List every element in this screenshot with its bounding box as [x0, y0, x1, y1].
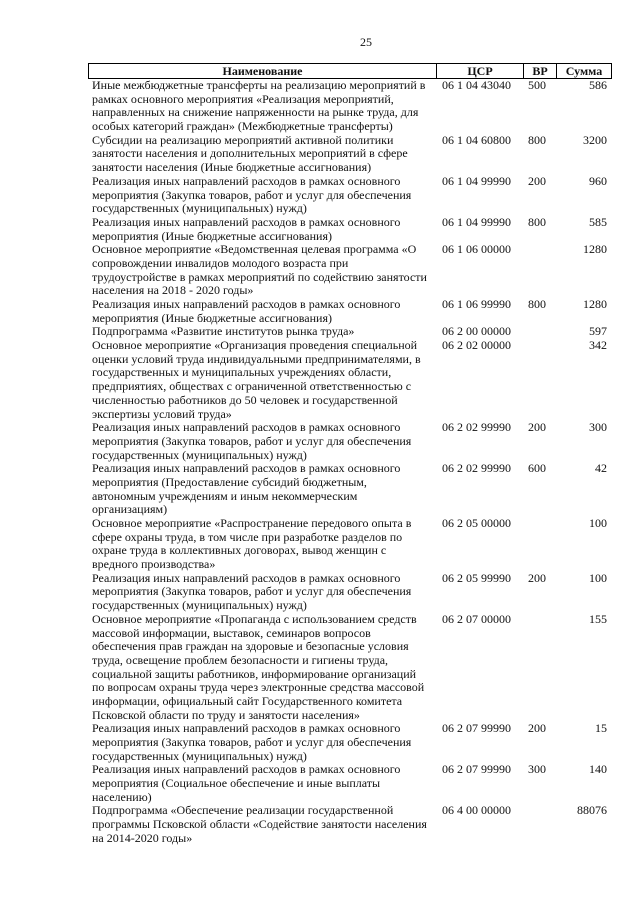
table-row	[88, 325, 612, 339]
table-row	[88, 517, 612, 572]
row-vr-cell: 200	[528, 173, 546, 188]
row-vr-cell: 800	[528, 132, 546, 147]
row-name-line: мероприятия (Социальное обеспечение и иные выплаты	[92, 776, 381, 791]
table-row	[88, 216, 612, 243]
row-name-line: занятости населения (Иные бюджетные ассигнования)	[92, 160, 372, 175]
header-csr: ЦСР	[437, 64, 524, 78]
row-name-line: Основное мероприятие «Организация проведения специальной	[92, 339, 418, 353]
table-row	[88, 722, 612, 763]
header-vr: ВР	[524, 64, 557, 78]
row-vr-cell: 200	[528, 570, 546, 585]
row-name-line: труда, освещение проблем безопасности и гигиены труда,	[92, 652, 389, 667]
row-name-line: государственных (муниципальных) нужд)	[92, 598, 307, 613]
budget-table	[88, 63, 612, 846]
row-sum-cell: 100	[589, 570, 607, 585]
row-sum-cell: 342	[589, 338, 607, 353]
row-name-line: вредного производства»	[92, 557, 216, 572]
row-name-line: Реализация иных направлений расходов в рамках основного	[92, 722, 401, 736]
row-name-line: Реализация иных направлений расходов в рамках основного	[92, 763, 401, 777]
header-sum: Сумма	[565, 64, 603, 78]
row-name-cell	[88, 243, 436, 298]
row-name-line: Подпрограмма «Обеспечение реализации государственной	[92, 804, 394, 818]
row-name-line: экспертизы условий труда»	[92, 406, 232, 421]
row-sum-cell: 960	[589, 173, 607, 188]
row-csr-cell: 06 2 05 99990	[442, 570, 511, 585]
row-sum-cell: 42	[595, 461, 607, 476]
row-name-line: Реализация иных направлений расходов в рамках основного	[92, 462, 401, 476]
row-csr-cell: 06 4 00 00000	[442, 803, 511, 818]
row-sum-cell: 1280	[583, 297, 607, 311]
row-name-line: населению)	[92, 789, 152, 804]
table-row	[88, 175, 612, 216]
row-sum-cell: 586	[589, 78, 607, 92]
header-name: Наименование	[89, 64, 437, 78]
row-name-line: трудоустройстве в рамках мероприятий по содействию занятости	[92, 269, 427, 284]
row-vr-cell: 300	[528, 762, 546, 777]
row-name-line: Реализация иных направлений расходов в рамках основного	[92, 298, 401, 311]
row-sum-cell: 1280	[583, 242, 607, 257]
row-name-line: Иные межбюджетные трансферты на реализацию мероприятий в	[92, 79, 426, 92]
row-vr-cell: 600	[528, 461, 546, 476]
row-name-line: организациям)	[92, 502, 168, 517]
row-name-line: особых категорий граждан» (Межбюджетные трансферты)	[92, 119, 393, 134]
row-csr-cell: 06 1 06 99990	[442, 297, 511, 311]
row-name-line: мероприятия (Закупка товаров, работ и услуг для обеспечения	[92, 584, 412, 599]
row-name-line: Реализация иных направлений расходов в рамках основного	[92, 215, 401, 229]
row-name-line: оценки условий труда индивидуальными предпринимателями, в	[92, 351, 421, 366]
row-name-line: Субсидии на реализацию мероприятий активной политики	[92, 133, 394, 147]
row-name-line: Основное мероприятие «Пропаганда с использованием средств	[92, 612, 417, 626]
row-name-cell	[88, 572, 436, 613]
row-csr-cell: 06 1 04 99990	[442, 173, 511, 188]
row-name-line: автономным учреждениям и иным некоммерческим	[92, 488, 358, 503]
row-name-line: населения на 2018 - 2020 годы»	[92, 283, 254, 298]
row-name-line: мероприятия (Закупка товаров, работ и услуг для обеспечения	[92, 735, 412, 750]
row-name-cell	[88, 339, 436, 421]
row-name-line: Реализация иных направлений расходов в рамках основного	[92, 571, 401, 585]
row-name-cell	[88, 613, 436, 723]
row-vr-cell: 200	[528, 420, 546, 435]
row-name-line: государственных (муниципальных) нужд)	[92, 201, 307, 216]
row-sum-cell: 3200	[583, 132, 607, 147]
row-name-line: Реализация иных направлений расходов в рамках основного	[92, 421, 401, 435]
row-name-line: мероприятия (Закупка товаров, работ и услуг для обеспечения	[92, 433, 412, 448]
row-name-line: Реализация иных направлений расходов в рамках основного	[92, 174, 401, 188]
page-number: 25	[360, 35, 372, 49]
table-header-row	[88, 63, 612, 79]
row-vr-cell	[523, 339, 556, 421]
row-name-cell	[88, 421, 436, 462]
row-name-line: информации, официальный сайт Государственного комитета	[92, 693, 403, 708]
row-vr-cell: 500	[528, 78, 546, 92]
table-row	[88, 339, 612, 421]
row-name-line: направленных на снижение напряженности на рынке труда, для	[92, 105, 419, 120]
row-csr-cell: 06 2 02 99990	[442, 461, 511, 476]
row-name-cell	[88, 804, 436, 845]
row-name-cell	[88, 175, 436, 216]
row-sum-cell: 585	[589, 214, 607, 229]
row-csr-cell: 06 1 04 60800	[442, 132, 511, 147]
row-csr-cell: 06 2 02 00000	[442, 338, 511, 353]
row-csr-cell: 06 2 05 00000	[442, 516, 511, 531]
row-name-cell	[88, 763, 436, 804]
row-csr-cell: 06 1 04 43040	[442, 78, 511, 92]
row-name-line: Основное мероприятие «Ведомственная целевая программа «О	[92, 243, 417, 257]
table-row	[88, 243, 612, 298]
table-row	[88, 134, 612, 175]
row-name-cell	[88, 298, 436, 325]
row-name-line: численностью работников до 50 человек и государственной	[92, 392, 398, 407]
table-row	[88, 804, 612, 845]
row-name-line: государственных (муниципальных) нужд)	[92, 447, 307, 462]
row-sum-cell: 15	[595, 721, 607, 736]
row-name-line: охране труда в коллективных договорах, вывод женщин с	[92, 543, 387, 558]
row-vr-cell: 200	[528, 721, 546, 736]
row-name-line: на 2014-2020 годы»	[92, 830, 193, 845]
row-name-line: сфере охраны труда, в том числе при разработке разделов по	[92, 529, 403, 544]
row-name-line: государственных и муниципальных учреждениях области,	[92, 365, 392, 380]
row-csr-cell: 06 1 06 00000	[442, 242, 511, 257]
row-name-line: Псковской области по труду и занятости населения»	[92, 707, 360, 722]
row-vr-cell	[523, 325, 556, 339]
row-name-cell	[88, 134, 436, 175]
row-name-line: мероприятия (Иные бюджетные ассигнования)	[92, 310, 332, 325]
row-name-line: занятости населения и дополнительных мероприятий в сфере	[92, 146, 408, 161]
row-name-line: социальной защиты работников, информирование организаций	[92, 666, 417, 681]
row-name-line: программы Псковской области «Содействие занятости населения	[92, 817, 427, 832]
table-row	[88, 763, 612, 804]
row-name-line: по вопросам охраны труда через электронные средства массовой	[92, 680, 425, 695]
row-name-line: массовой информации, выставок, семинаров вопросов	[92, 625, 371, 640]
table-body	[88, 79, 612, 846]
row-csr-cell: 06 2 07 99990	[442, 762, 511, 777]
row-sum-cell: 88076	[577, 803, 607, 818]
row-name-cell	[88, 462, 436, 517]
row-csr-cell: 06 2 07 99990	[442, 721, 511, 736]
row-name-line: государственных (муниципальных) нужд)	[92, 748, 307, 763]
row-name-line: Основное мероприятие «Распространение передового опыта в	[92, 517, 412, 531]
table-row	[88, 79, 612, 134]
row-name-line: мероприятия (Закупка товаров, работ и услуг для обеспечения	[92, 187, 412, 202]
row-name-cell	[88, 325, 436, 339]
row-name-line: сопровождении инвалидов молодого возраста при	[92, 255, 349, 270]
table-row	[88, 572, 612, 613]
row-vr-cell	[523, 243, 556, 298]
row-csr-cell: 06 2 07 00000	[442, 611, 511, 626]
row-vr-cell: 800	[528, 297, 546, 311]
row-name-line: обеспечения прав граждан на здоровые и безопасные условия	[92, 639, 409, 654]
row-vr-cell	[523, 517, 556, 572]
table-row	[88, 462, 612, 517]
row-sum-cell: 100	[589, 516, 607, 531]
row-csr-cell: 06 2 00 00000	[442, 324, 511, 339]
row-name-cell	[88, 517, 436, 572]
row-csr-cell: 06 1 04 99990	[442, 214, 511, 229]
table-row	[88, 421, 612, 462]
row-name-line: рамках основного мероприятия «Реализация мероприятий,	[92, 91, 394, 106]
row-name-line: Подпрограмма «Развитие институтов рынка труда»	[92, 325, 355, 339]
row-sum-cell: 300	[589, 420, 607, 435]
row-sum-cell: 140	[589, 762, 607, 777]
table-row	[88, 613, 612, 723]
row-name-line: мероприятия (Предоставление субсидий бюджетным,	[92, 474, 367, 489]
row-name-cell	[88, 722, 436, 763]
row-vr-cell	[523, 613, 556, 723]
row-sum-cell: 155	[589, 611, 607, 626]
row-sum-cell: 597	[589, 324, 607, 339]
table-row	[88, 298, 612, 325]
row-name-cell	[88, 216, 436, 243]
row-csr-cell: 06 2 02 99990	[442, 420, 511, 435]
row-vr-cell	[523, 804, 556, 845]
row-name-cell	[88, 79, 436, 134]
row-name-line: предприятиях, обществах с ограниченной ответственностью с	[92, 379, 412, 394]
row-vr-cell: 800	[528, 214, 546, 229]
row-name-line: мероприятия (Иные бюджетные ассигнования)	[92, 228, 332, 243]
